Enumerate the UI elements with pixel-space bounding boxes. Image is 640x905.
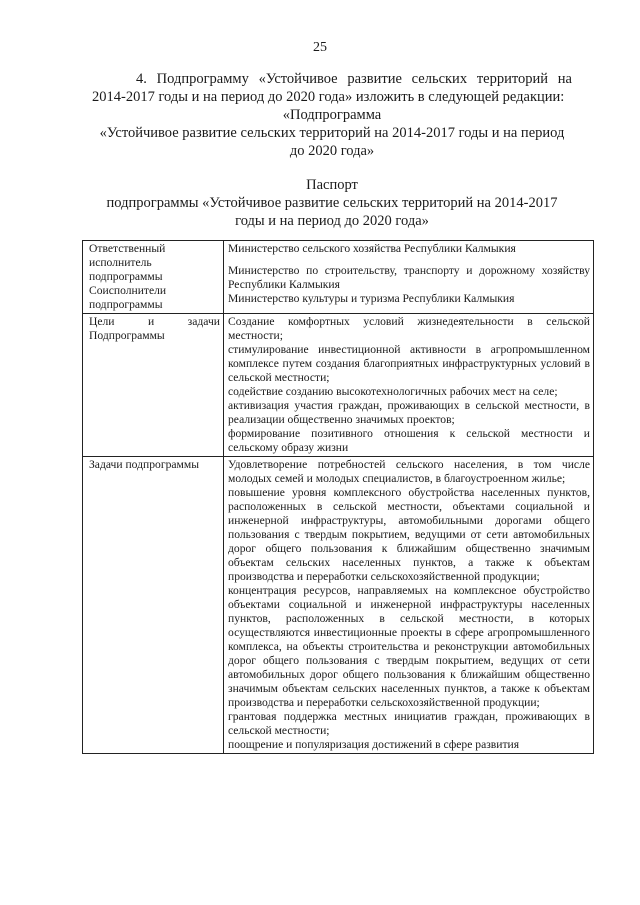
passport-heading <box>92 176 572 230</box>
goal-item: Создание комфортных условий жизнедеятельности в сельской местности; <box>228 315 590 342</box>
goals-label-line2: Подпрограммы <box>89 329 165 342</box>
subprogram-title: «Устойчивое развитие сельских территорий на 2014-2017 годы и на период до 2020 года» <box>99 125 565 159</box>
table-row <box>83 314 594 457</box>
goal-item: содействие созданию высокотехнологичных рабочих мест на селе; <box>228 385 558 398</box>
goals-label-word: задачи <box>187 315 220 328</box>
passport-table <box>82 240 594 754</box>
table-cell-label <box>83 457 224 754</box>
amendment-heading <box>92 70 572 160</box>
passport-subtitle: подпрограммы «Устойчивое развитие сельских территорий на 2014-2017 годы и на период до 2020 года» <box>106 195 558 229</box>
task-item: повышение уровня комплексного обустройства населенных пунктов, расположенных в сельской местности, объектами социальной и инженерной инфраструктуры, автомобильными дорогами общего пользования с твердым покрытием, ведущими от сети автомобильных дорог общего пользования к ближайшим общественно значимым объектам сельских населенных пунктов, а также к объектам производства и переработки сельскохозяйственной продукции; <box>228 486 590 583</box>
goal-item: стимулирование инвестиционной активности в агропромышленном комплексе путем создания благоприятных инфраструктурных условий в сельской местности; <box>228 343 590 384</box>
page-number: 25 <box>313 40 327 55</box>
table-row <box>83 457 594 754</box>
subprogram-label: «Подпрограмма <box>282 107 382 123</box>
table-cell-value <box>224 314 594 457</box>
table-cell-label <box>83 314 224 457</box>
task-item: поощрение и популяризация достижений в сфере развития <box>228 738 520 751</box>
table-cell-label <box>83 241 224 314</box>
table-cell-value <box>224 241 594 314</box>
tasks-label: Задачи подпрограммы <box>89 458 199 471</box>
responsible-executor-value: Министерство сельского хозяйства Республики Калмыкия <box>228 242 516 255</box>
table-row <box>83 241 594 314</box>
table-cell-value <box>224 457 594 754</box>
goals-label <box>89 315 220 329</box>
amendment-intro: 4. Подпрограмму «Устойчивое развитие сельских территорий на 2014-2017 годы и на период до 2020 года» изложить в следующей редакции: <box>92 71 572 105</box>
co-executor-value: Министерство по строительству, транспорту и дорожному хозяйству Республики Калмыкия <box>228 264 590 291</box>
goals-label-word: Цели <box>89 315 115 328</box>
co-executor-value: Министерство культуры и туризма Республики Калмыкия <box>228 292 515 305</box>
goal-item: активизация участия граждан, проживающих в сельской местности, в реализации общественно значимых проектов; <box>228 399 590 426</box>
task-item: концентрация ресурсов, направляемых на комплексное обустройство объектами социальной и инженерной инфраструктуры населенных пунктов, расположенных в сельской местности, в которых осуществляются инвестиционные проекты в сфере агропромышленного комплекса, на объекты строительства и реконструкции автомобильных дорог общего пользования с твердым покрытием, ведущих от сети автомобильных дорог общего пользования к ближайшим общественно значимым объектам сельских населенных пунктов, а также к объектам производства и переработки сельскохозяйственной продукции; <box>228 584 590 709</box>
passport-title: Паспорт <box>306 177 358 193</box>
goals-label-word: и <box>147 315 155 328</box>
goal-item: формирование позитивного отношения к сельской местности и сельскому образу жизни <box>228 427 590 454</box>
responsible-executor-label: Ответственный исполнитель подпрограммы <box>89 242 166 283</box>
task-item: грантовая поддержка местных инициатив граждан, проживающих в сельской местности; <box>228 710 590 737</box>
task-item: Удовлетворение потребностей сельского населения, в том числе молодых семей и молодых специалистов, в благоустроенном жилье; <box>228 458 590 485</box>
co-executors-label: Соисполнители подпрограммы <box>89 284 167 311</box>
